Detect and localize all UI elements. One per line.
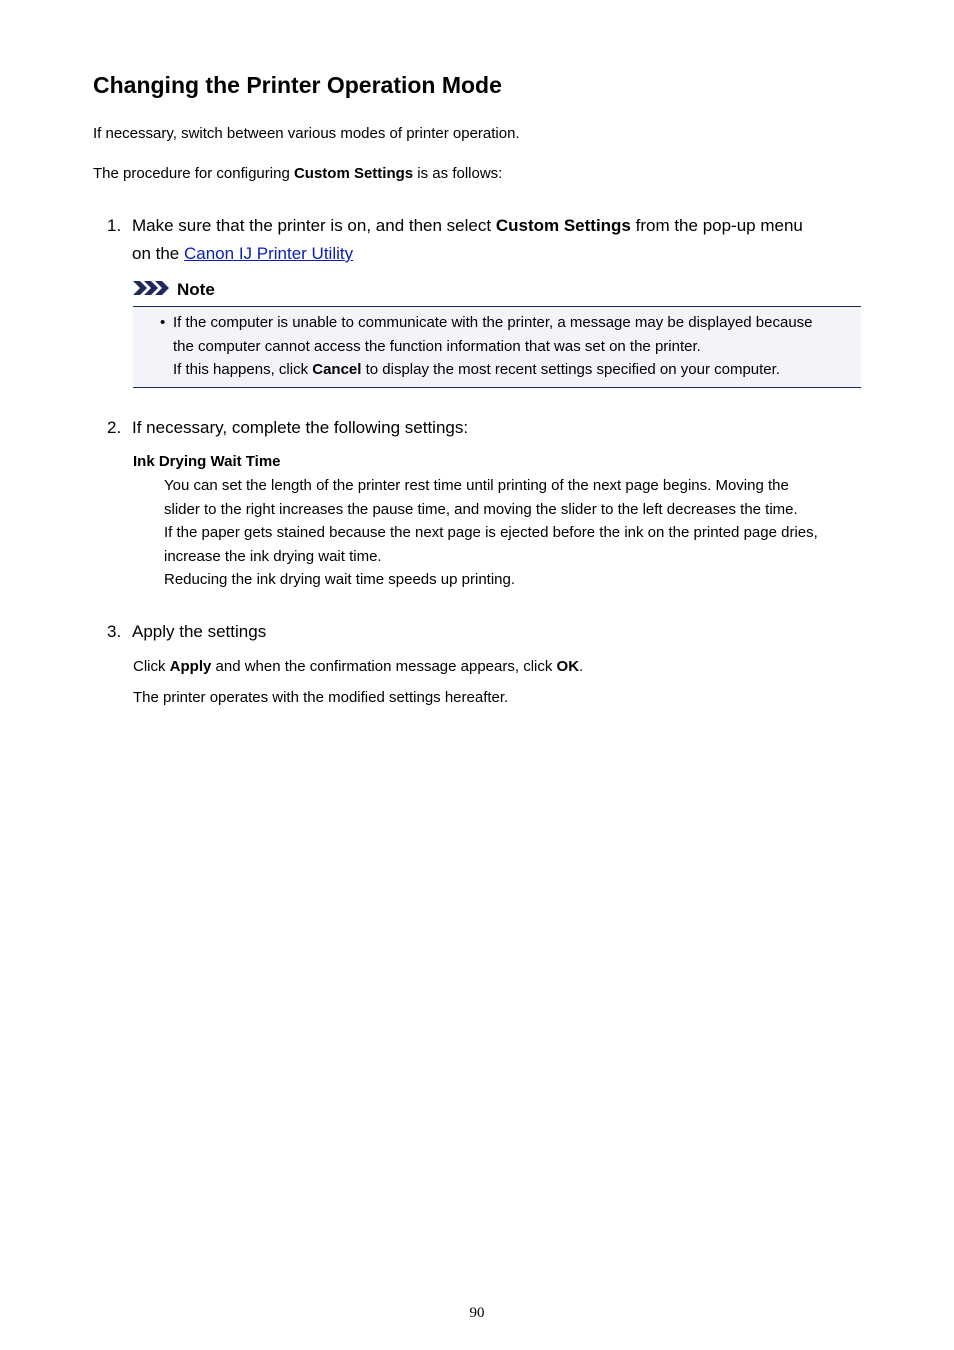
apply-result: The printer operates with the modified settings hereafter.	[133, 689, 509, 706]
setting-desc-line: You can set the length of the printer rest time until printing of the next page begins. Moving the	[164, 477, 789, 494]
page-number: 90	[469, 1305, 485, 1321]
step-1-bold-term: Custom Settings	[495, 216, 631, 235]
setting-desc-line: slider to the right increases the pause time, and moving the slider to the left decreases the time.	[164, 501, 798, 518]
apply-instruction	[133, 657, 583, 677]
setting-desc-line: If the paper gets stained because the next page is ejected before the ink on the printed page dries,	[164, 524, 818, 541]
note-line-3-before: If this happens, click	[173, 361, 313, 378]
apply-text-after: .	[579, 658, 584, 675]
step-1-line-2	[132, 240, 867, 268]
step-3-text: Apply the settings	[132, 622, 267, 641]
procedure-bold-term: Custom Settings	[293, 165, 414, 182]
step-number: 2.	[107, 418, 122, 437]
step-1-text-after: from the pop-up menu	[630, 216, 803, 235]
note-cancel-term: Cancel	[312, 361, 362, 378]
ok-term: OK	[556, 658, 580, 675]
step-number: 1.	[107, 216, 122, 235]
note-line-2: the computer cannot access the function information that was set on the printer.	[173, 338, 701, 355]
apply-text-before: Click	[133, 658, 170, 675]
note-line-1: If the computer is unable to communicate with the printer, a message may be displayed because	[173, 314, 813, 331]
note-line-3	[173, 360, 780, 380]
step-2	[107, 414, 867, 442]
note-heading	[133, 279, 215, 301]
page-title: Changing the Printer Operation Mode	[93, 72, 502, 98]
note-heading-label: Note	[177, 280, 215, 299]
note-line-3-after: to display the most recent settings specified on your computer.	[361, 361, 780, 378]
step-1-text-before: Make sure that the printer is on, and then select	[132, 216, 496, 235]
setting-term: Ink Drying Wait Time	[133, 453, 281, 470]
setting-desc-line: increase the ink drying wait time.	[164, 548, 382, 565]
note-box	[133, 306, 861, 388]
setting-desc-line: Reducing the ink drying wait time speeds up printing.	[164, 571, 516, 588]
step-1	[107, 212, 867, 268]
step-1-line-2-text: on the	[132, 244, 184, 263]
step-body	[132, 212, 867, 268]
canon-ij-printer-utility-link[interactable]: Canon IJ Printer Utility	[184, 244, 354, 263]
note-bullet: •	[160, 314, 166, 331]
step-3	[107, 618, 867, 646]
note-arrows-icon	[133, 280, 177, 301]
step-number: 3.	[107, 622, 122, 641]
step-1-line-1	[132, 212, 867, 240]
apply-text-middle: and when the confirmation message appears, click	[211, 658, 557, 675]
procedure-paragraph	[93, 164, 502, 184]
intro-paragraph: If necessary, switch between various modes of printer operation.	[93, 125, 520, 142]
procedure-text-before: The procedure for configuring	[93, 165, 294, 182]
step-2-text: If necessary, complete the following settings:	[132, 418, 469, 437]
procedure-text-after: is as follows:	[413, 165, 503, 182]
apply-term: Apply	[169, 658, 212, 675]
